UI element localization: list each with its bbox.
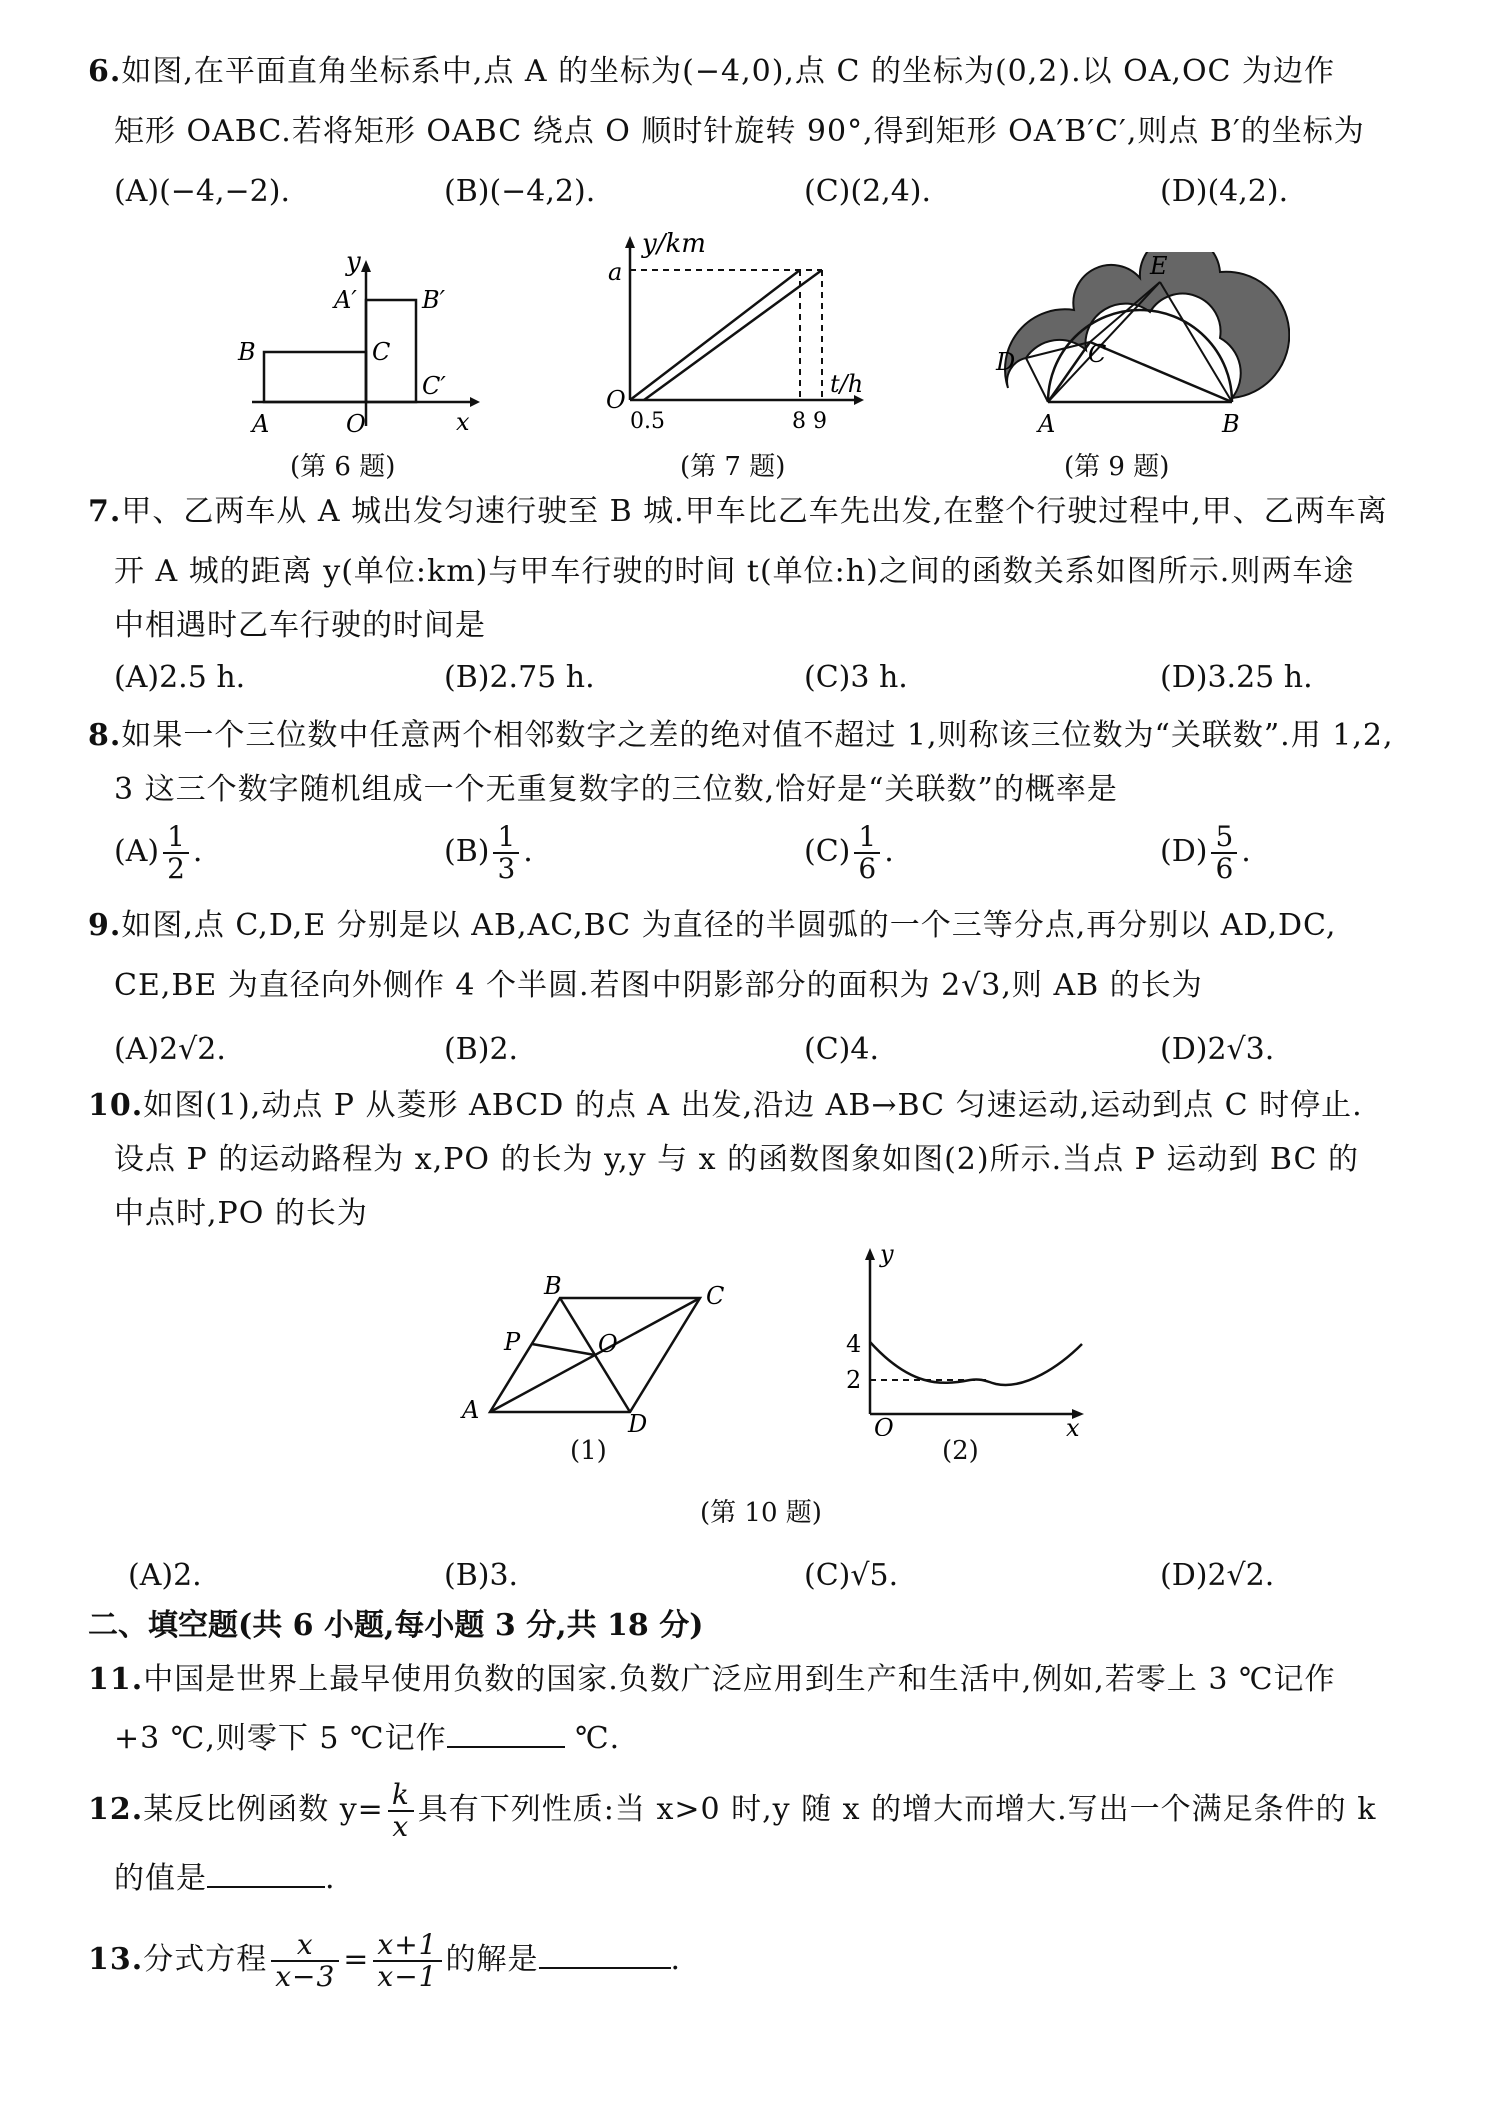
q13-number: 13. (88, 1942, 144, 1977)
fig10-y-arrow (865, 1248, 875, 1260)
fig10-label-d: D (628, 1410, 648, 1438)
fig7-label-y: y/km (642, 229, 706, 259)
fig9-segment-ad (1026, 358, 1048, 402)
fig10-curve (870, 1342, 1082, 1385)
fig6-label-b: B (238, 338, 256, 366)
q8-option-c[interactable]: (C) $\frac{1}{6}$ . (804, 820, 894, 885)
q8-number: 8. (88, 718, 122, 753)
q7-options (114, 658, 1444, 698)
q11-text-2: +3 ℃,则零下 5 ℃记作 (114, 1721, 447, 1756)
q8-option-a[interactable]: (A) $\frac{1}{2}$ . (114, 820, 203, 885)
fig10-sub2-caption: (2) (942, 1436, 979, 1466)
fig6-label-o: O (346, 410, 366, 438)
q7-line2: 开 A 城的距离 y(单位:km)与甲车行驶的时间 t(单位:h)之间的函数关系如图所示.则两车途 (114, 554, 1355, 589)
fig6-label-y: y (346, 247, 361, 277)
q8-option-a-label: (A) (114, 834, 160, 869)
figure-6 (230, 240, 490, 460)
q8-option-c-denominator: 6 (858, 852, 877, 885)
q8-options (114, 822, 1444, 892)
fig9-label-a: A (1038, 410, 1056, 438)
figure-9 (990, 252, 1290, 442)
fig10-tick-4: 4 (846, 1330, 862, 1358)
q13-equals: = (343, 1942, 370, 1977)
q7-text-1: 甲、乙两车从 A 城出发匀速行驶至 B 城.甲车比乙车先出发,在整个行驶过程中,甲、乙两车离 (121, 494, 1388, 529)
q10-option-b[interactable]: (B)3. (444, 1558, 519, 1593)
q10-options (128, 1556, 1444, 1596)
q8-option-b-fraction (493, 822, 519, 884)
q12-fraction-numerator: k (388, 1780, 414, 1812)
fig7-label-t: t/h (830, 370, 864, 398)
q11-line2 (114, 1716, 620, 1759)
q9-option-b[interactable]: (B)2. (444, 1032, 519, 1067)
q9-line2: CE,BE 为直径向外侧作 4 个半圆.若图中阴影部分的面积为 2√3,则 AB 的长为 (114, 968, 1203, 1003)
q12-text-1: 某反比例函数 y= (143, 1792, 384, 1827)
fig6-y-arrow (361, 260, 371, 272)
fig9-label-c: C (1088, 340, 1107, 368)
fig6-rect-oabc (264, 352, 366, 402)
q12-line2 (114, 1856, 336, 1899)
fig7-label-05: 0.5 (630, 409, 665, 434)
q13-fraction-2 (373, 1930, 441, 1992)
q7-line3: 中相遇时乙车行驶的时间是 (114, 608, 486, 643)
q8-option-b-numerator: 1 (493, 822, 519, 854)
q13-line1 (88, 1930, 681, 1992)
q12-text-3: 的值是 (114, 1861, 207, 1896)
fig10-label-o2: O (874, 1414, 894, 1436)
fig10-label-a: A (462, 1396, 480, 1424)
q8-option-c-fraction (854, 822, 880, 884)
q11-answer-blank[interactable] (447, 1716, 565, 1748)
fig6-label-x: x (456, 408, 470, 436)
q9-text-1: 如图,点 C,D,E 分别是以 AB,AC,BC 为直径的半圆弧的一个三等分点,再分别以 AD,DC, (121, 908, 1337, 943)
q12-fraction-denominator: x (392, 1810, 410, 1843)
fig7-y-arrow (625, 236, 635, 248)
q10-line2: 设点 P 的运动路程为 x,PO 的长为 y,y 与 x 的函数图象如图(2)所示.当点 P 运动到 BC 的 (114, 1142, 1359, 1177)
fig10-tick-2: 2 (846, 1366, 862, 1394)
fig9-label-d: D (996, 348, 1016, 376)
q10-option-c[interactable]: (C)√5. (804, 1558, 899, 1593)
q7-option-a[interactable]: (A)2.5 h. (114, 660, 246, 695)
fig7-label-89: 8 9 (792, 409, 827, 434)
fig6-label-a1: A′ (334, 286, 357, 314)
q6-options (114, 172, 1444, 212)
q8-option-b[interactable]: (B) $\frac{1}{3}$ . (444, 820, 533, 885)
q6-text-1: 如图,在平面直角坐标系中,点 A 的坐标为(−4,0),点 C 的坐标为(0,2).以 OA,OC 为边作 (121, 54, 1336, 89)
q8-line1 (88, 716, 1393, 756)
q8-option-d-fraction (1211, 822, 1237, 884)
q10-line1 (88, 1086, 1363, 1126)
fig9-label-e: E (1150, 252, 1168, 280)
fig10-sub1-caption: (1) (570, 1436, 607, 1466)
q12-answer-blank[interactable] (207, 1856, 325, 1888)
fig9-caption: (第 9 题) (1064, 452, 1170, 482)
q9-option-c[interactable]: (C)4. (804, 1032, 879, 1067)
q8-option-d[interactable]: (D) $\frac{5}{6}$ . (1160, 820, 1251, 885)
fig7-label-a: a (608, 258, 623, 286)
fig10-label-x: x (1066, 1414, 1080, 1436)
fig6-caption: (第 6 题) (290, 452, 396, 482)
q6-option-a[interactable]: (A)(−4,−2). (114, 174, 291, 209)
fig6-x-arrow (470, 397, 480, 407)
fig7-label-o: O (606, 386, 626, 414)
q13-answer-blank[interactable] (539, 1937, 671, 1969)
q11-text-1: 中国是世界上最早使用负数的国家.负数广泛应用到生产和生活中,例如,若零上 3 ℃记作 (143, 1662, 1336, 1697)
fig6-label-b1: B′ (422, 286, 446, 314)
fig9-segment-cb (1090, 342, 1232, 402)
q12-text-2: 具有下列性质:当 x>0 时,y 随 x 的增大而增大.写出一个满足条件的 k (417, 1792, 1377, 1827)
q7-line1 (88, 492, 1388, 532)
q8-option-a-fraction (163, 822, 189, 884)
fig6-label-c: C (372, 338, 391, 366)
q9-option-d[interactable]: (D)2√3. (1160, 1032, 1275, 1067)
q13-text-1: 分式方程 (143, 1942, 268, 1977)
fig6-label-c1: C′ (422, 372, 446, 400)
q13-fraction-1-numerator: x (271, 1930, 339, 1962)
q7-option-c[interactable]: (C)3 h. (804, 660, 908, 695)
q8-option-a-numerator: 1 (163, 822, 189, 854)
q6-option-c[interactable]: (C)(2,4). (804, 174, 932, 209)
q13-fraction-2-numerator: x+1 (373, 1930, 441, 1962)
figure-10-2 (820, 1236, 1100, 1436)
q8-option-d-numerator: 5 (1211, 822, 1237, 854)
q13-text-2: 的解是 (445, 1942, 539, 1977)
q9-options (114, 1030, 1444, 1070)
fig10-caption: (第 10 题) (700, 1498, 822, 1528)
q9-line1 (88, 906, 1336, 946)
q10-number: 10. (88, 1088, 144, 1123)
q12-fraction (388, 1780, 414, 1842)
fig10-label-o: O (598, 1330, 618, 1358)
figure-10-1 (450, 1270, 740, 1440)
q9-number: 9. (88, 908, 122, 943)
q13-fraction-1 (271, 1930, 339, 1992)
q6-option-d[interactable]: (D)(4,2). (1160, 174, 1289, 209)
q8-option-c-label: (C) (804, 834, 851, 869)
fig7-line-yi (644, 270, 822, 400)
fig7-caption: (第 7 题) (680, 452, 786, 482)
q12-number: 12. (88, 1792, 144, 1827)
q7-number: 7. (88, 494, 122, 529)
q11-text-3: ℃. (575, 1721, 621, 1756)
figure-7 (600, 228, 890, 438)
q8-option-d-denominator: 6 (1215, 852, 1234, 885)
q6-line2: 矩形 OABC.若将矩形 OABC 绕点 O 顺时针旋转 90°,得到矩形 OA′B′C′,则点 B′的坐标为 (114, 114, 1365, 149)
fig10-label-b: B (544, 1272, 562, 1300)
q7-option-b[interactable]: (B)2.75 h. (444, 660, 595, 695)
q13-text-3: . (670, 1942, 682, 1977)
q12-line1 (88, 1780, 1376, 1842)
fig9-label-b: B (1222, 410, 1240, 438)
section-2-title: 二、填空题(共 6 小题,每小题 3 分,共 18 分) (88, 1608, 704, 1643)
q7-option-d[interactable]: (D)3.25 h. (1160, 660, 1313, 695)
q6-line1 (88, 52, 1335, 92)
q8-option-d-label: (D) (1160, 834, 1208, 869)
q11-line1 (88, 1660, 1336, 1700)
fig10-label-c: C (706, 1282, 725, 1310)
q13-fraction-1-denominator: x−3 (275, 1960, 336, 1993)
q8-text-1: 如果一个三位数中任意两个相邻数字之差的绝对值不超过 1,则称该三位数为“关联数”.用 1,2, (121, 718, 1394, 753)
fig10-segment-po (532, 1344, 595, 1355)
q6-number: 6. (88, 54, 122, 89)
q10-option-d[interactable]: (D)2√2. (1160, 1558, 1275, 1593)
q8-option-b-label: (B) (444, 834, 490, 869)
fig10-label-y: y (880, 1240, 894, 1268)
fig6-label-a: A (252, 410, 270, 438)
q11-number: 11. (88, 1662, 144, 1697)
q8-option-c-numerator: 1 (854, 822, 880, 854)
q6-option-b[interactable]: (B)(−4,2). (444, 174, 596, 209)
q8-option-b-denominator: 3 (497, 852, 516, 885)
q8-option-a-denominator: 2 (167, 852, 185, 885)
fig10-label-p: P (504, 1328, 521, 1356)
q10-text-1: 如图(1),动点 P 从菱形 ABCD 的点 A 出发,沿边 AB→BC 匀速运动,运动到点 C 时停止. (143, 1088, 1363, 1123)
fig9-shaded-region (1005, 252, 1289, 398)
q10-option-a[interactable]: (A)2. (128, 1558, 202, 1593)
q9-option-a[interactable]: (A)2√2. (114, 1032, 226, 1067)
q12-text-4: . (325, 1861, 336, 1896)
q13-fraction-2-denominator: x−1 (377, 1960, 438, 1993)
fig7-line-jia (630, 270, 800, 400)
q8-line2: 3 这三个数字随机组成一个无重复数字的三位数,恰好是“关联数”的概率是 (114, 772, 1118, 807)
q10-line3: 中点时,PO 的长为 (114, 1196, 368, 1231)
